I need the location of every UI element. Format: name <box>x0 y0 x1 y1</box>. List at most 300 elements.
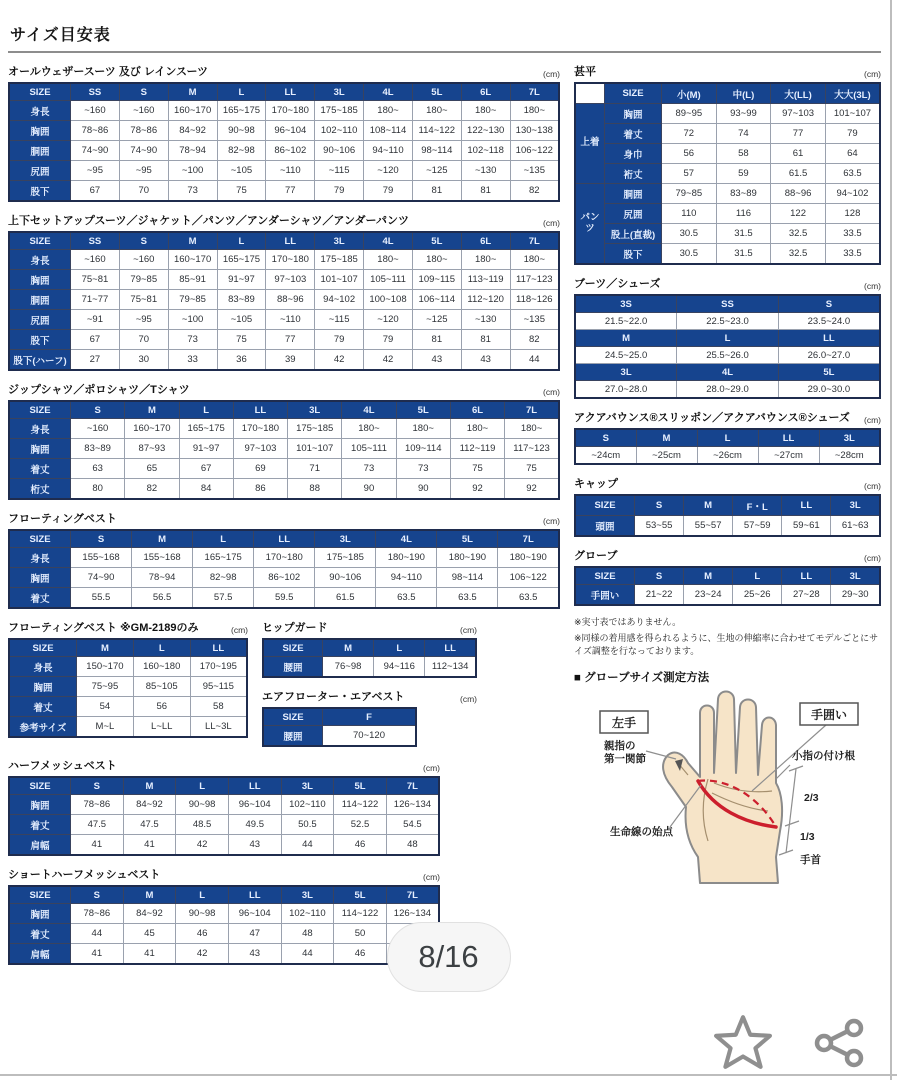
unit-label: (cm) <box>423 872 440 882</box>
table-cell: 39 <box>266 350 315 371</box>
table-cell: 70 <box>119 181 168 202</box>
size-table <box>8 82 560 202</box>
table-cell: 106~122 <box>510 141 559 161</box>
right-column <box>574 63 881 975</box>
column-header: S <box>119 83 168 101</box>
table-cell: 31.5 <box>716 244 771 265</box>
table-cell: 59~61 <box>782 516 831 537</box>
section-floating-vest-gm2189 <box>8 619 248 738</box>
table-cell: 28.0~29.0 <box>677 381 779 399</box>
table-cell: 63.5 <box>437 588 498 609</box>
column-header: 5L <box>437 530 498 548</box>
table-title: 上下セットアップスーツ／ジャケット／パンツ／アンダーシャツ／アンダーパンツ <box>8 215 409 227</box>
table-cell: 86 <box>233 479 287 500</box>
share-icon <box>810 1015 868 1071</box>
table-cell: ~130 <box>461 310 510 330</box>
share-button[interactable] <box>810 1015 868 1076</box>
size-corner-header: SIZE <box>575 495 635 516</box>
section-hip-guard <box>262 619 477 678</box>
size-table <box>8 638 248 738</box>
table-cell: 91~97 <box>217 270 266 290</box>
table-cell: 54 <box>77 697 134 717</box>
table-cell: 84~92 <box>123 904 176 924</box>
row-header: 身長 <box>9 101 71 121</box>
table-cell: 160~170 <box>125 419 179 439</box>
table-cell: 106~114 <box>412 290 461 310</box>
table-cell: 78~86 <box>71 795 124 815</box>
table-cell: 78~94 <box>132 568 193 588</box>
table-cell: 23~24 <box>684 585 733 606</box>
size-table <box>574 82 881 265</box>
table-cell: 108~114 <box>364 121 413 141</box>
table-cell: 41 <box>71 835 124 856</box>
row-header: 身長 <box>9 548 71 568</box>
table-cell: 75 <box>450 459 504 479</box>
column-header: L <box>133 639 190 657</box>
column-header: M <box>125 401 179 419</box>
table-cell: 50.5 <box>281 815 334 835</box>
column-header: 4L <box>677 364 779 381</box>
table-cell: 170~180 <box>233 419 287 439</box>
table-cell: 82 <box>510 330 559 350</box>
section-air-floater <box>262 688 477 747</box>
table-cell: ~120 <box>364 310 413 330</box>
table-cell: 109~115 <box>412 270 461 290</box>
section-glove <box>574 547 881 606</box>
table-cell: ~28cm <box>819 447 880 465</box>
table-cell: 85~105 <box>133 677 190 697</box>
table-cell: 116 <box>716 204 771 224</box>
column-header: 3L <box>831 567 880 585</box>
row-header: 胸囲 <box>9 568 71 588</box>
table-cell: 72 <box>662 124 717 144</box>
column-header: 3L <box>281 777 334 795</box>
table-cell: 79 <box>364 330 413 350</box>
size-corner-header: SIZE <box>9 83 71 101</box>
table-cell: 118~126 <box>510 290 559 310</box>
size-table <box>8 529 560 609</box>
table-cell: 57~59 <box>733 516 782 537</box>
row-header: 肩幅 <box>9 835 71 856</box>
table-cell: 48 <box>281 924 334 944</box>
row-header: 裄丈 <box>605 164 662 184</box>
table-cell: 98~114 <box>412 141 461 161</box>
table-cell: 77 <box>771 124 826 144</box>
column-header: S <box>778 295 880 313</box>
table-cell: 96~104 <box>228 795 281 815</box>
table-cell: 48 <box>386 835 439 856</box>
table-cell: 59.5 <box>254 588 315 609</box>
table-cell: 88~96 <box>266 290 315 310</box>
table-cell: 56 <box>662 144 717 164</box>
table-cell: 180~ <box>412 101 461 121</box>
table-cell: 27~28 <box>782 585 831 606</box>
column-header: 3L <box>819 429 880 447</box>
table-cell: 101~107 <box>288 439 342 459</box>
page-title: サイズ目安表 <box>10 27 111 44</box>
table-cell: 122~130 <box>461 121 510 141</box>
table-cell: ~27cm <box>758 447 819 465</box>
table-cell: 101~107 <box>825 104 880 124</box>
table-cell: 83~89 <box>71 439 125 459</box>
unit-label: (cm) <box>543 218 560 228</box>
table-cell: ~105 <box>217 310 266 330</box>
table-title: エアフローター・エアベスト <box>262 691 405 703</box>
table-cell: 128 <box>825 204 880 224</box>
section-cap <box>574 475 881 537</box>
column-header: 6L <box>461 232 510 250</box>
section-setup-suit <box>8 212 560 371</box>
column-header: M <box>123 886 176 904</box>
row-header: 胴囲 <box>9 290 71 310</box>
row-header: 肩幅 <box>9 944 71 965</box>
column-header: 7L <box>386 886 439 904</box>
table-cell: 88 <box>288 479 342 500</box>
dimension-tick-mid <box>785 821 799 826</box>
column-header: SS <box>677 295 779 313</box>
table-cell: 180~190 <box>376 548 437 568</box>
cap-table <box>574 494 881 537</box>
table-cell: 180~ <box>342 419 396 439</box>
table-cell: 84~92 <box>168 121 217 141</box>
left-column <box>8 63 560 975</box>
row-header: 胸囲 <box>9 904 71 924</box>
table-cell: 64 <box>825 144 880 164</box>
column-header: M <box>132 530 193 548</box>
column-header: L <box>374 639 425 657</box>
column-header: LL <box>266 232 315 250</box>
table-cell: 89~95 <box>662 104 717 124</box>
table-cell: 109~114 <box>396 439 450 459</box>
column-header: LL <box>266 83 315 101</box>
short-half-mesh-vest-table <box>8 885 440 965</box>
table-cell: 78~94 <box>168 141 217 161</box>
table-cell: 81 <box>461 330 510 350</box>
column-header: 5L <box>778 364 880 381</box>
row-header: 股下 <box>9 181 71 202</box>
table-cell: 110 <box>662 204 717 224</box>
group-header: パンツ <box>575 184 605 265</box>
table-cell: 90~98 <box>176 795 229 815</box>
table-cell: 58 <box>190 697 247 717</box>
table-cell: ~135 <box>510 310 559 330</box>
column-header: 7L <box>505 401 559 419</box>
table-cell: 74~90 <box>71 141 120 161</box>
table-cell: 70 <box>119 330 168 350</box>
table-cell: 160~170 <box>168 101 217 121</box>
table-cell: 56.5 <box>132 588 193 609</box>
allweather-table <box>8 82 560 202</box>
table-cell: 90~106 <box>315 141 364 161</box>
table-cell: 43 <box>228 944 281 965</box>
table-cell: ~115 <box>315 161 364 181</box>
column-header: 3L <box>315 530 376 548</box>
table-title: 甚平 <box>574 66 596 78</box>
table-cell: ~160 <box>119 250 168 270</box>
table-cell: 102~110 <box>281 795 334 815</box>
table-cell: 86~102 <box>254 568 315 588</box>
table-title: ジップシャツ／ポロシャツ／Tシャツ <box>8 384 190 396</box>
table-cell: 36 <box>217 350 266 371</box>
unit-label: (cm) <box>864 553 881 563</box>
size-table <box>262 638 477 678</box>
column-header: 中(L) <box>716 83 771 104</box>
row-header: 股下 <box>605 244 662 265</box>
table-cell: 57.5 <box>193 588 254 609</box>
column-header: 4L <box>342 401 396 419</box>
table-cell: LL~3L <box>190 717 247 738</box>
table-cell: 130~138 <box>510 121 559 141</box>
table-cell: 180~ <box>510 250 559 270</box>
size-table <box>8 885 440 965</box>
table-title: ハーフメッシュベスト <box>8 760 117 772</box>
table-cell: 165~175 <box>217 250 266 270</box>
column-header: 5L <box>334 777 387 795</box>
table-cell: 75 <box>217 330 266 350</box>
table-cell: 77 <box>266 330 315 350</box>
column-header: M <box>77 639 134 657</box>
table-cell: 79 <box>315 181 364 202</box>
table-cell: 90~98 <box>176 904 229 924</box>
star-icon <box>712 1013 774 1071</box>
row-header: 着丈 <box>605 124 662 144</box>
table-title: フローティングベスト <box>8 513 117 525</box>
column-header: M <box>168 83 217 101</box>
column-header: M <box>123 777 176 795</box>
table-cell: 69 <box>233 459 287 479</box>
table-cell: ~95 <box>119 310 168 330</box>
table-cell: 180~ <box>412 250 461 270</box>
table-cell: ~105 <box>217 161 266 181</box>
row-header: 頭囲 <box>575 516 635 537</box>
table-cell: 30.5 <box>662 224 717 244</box>
table-cell: 42 <box>364 350 413 371</box>
table-cell: 180~ <box>505 419 559 439</box>
table-cell: ~24cm <box>575 447 636 465</box>
table-cell: 81 <box>412 330 461 350</box>
pinky-base-label: 小指の付け根 <box>792 749 855 762</box>
table-cell: 42 <box>315 350 364 371</box>
size-corner-header: SIZE <box>263 708 323 726</box>
table-cell: 114~122 <box>334 795 387 815</box>
row-header: 尻囲 <box>9 310 71 330</box>
table-cell: 75~81 <box>71 270 120 290</box>
column-header: F・L <box>733 495 782 516</box>
column-header: M <box>684 495 733 516</box>
table-cell: 93~99 <box>716 104 771 124</box>
table-cell: 96~104 <box>266 121 315 141</box>
table-cell: 75~95 <box>77 677 134 697</box>
table-cell: 165~175 <box>217 101 266 121</box>
row-header: 股下(ハーフ) <box>9 350 71 371</box>
column-header: 4L <box>376 530 437 548</box>
table-cell: 98~114 <box>437 568 498 588</box>
size-table <box>8 776 440 856</box>
table-cell: 73 <box>168 181 217 202</box>
table-cell: 47 <box>228 924 281 944</box>
table-cell: ~25cm <box>636 447 697 465</box>
column-header: L <box>677 330 779 347</box>
table-cell: ~110 <box>266 310 315 330</box>
corner-cell <box>575 83 605 104</box>
table-cell: 79~85 <box>662 184 717 204</box>
dimension-line <box>786 769 796 853</box>
column-header: SS <box>71 232 120 250</box>
table-cell: 29~30 <box>831 585 880 606</box>
thumb-joint-label-line1: 親指の <box>604 739 636 752</box>
column-header: S <box>635 567 684 585</box>
column-header: 5L <box>412 232 461 250</box>
table-cell: 83~89 <box>217 290 266 310</box>
table-cell: 55~57 <box>684 516 733 537</box>
table-cell: 55.5 <box>71 588 132 609</box>
table-cell: 44 <box>71 924 124 944</box>
table-cell: 90~106 <box>315 568 376 588</box>
unit-label: (cm) <box>543 69 560 79</box>
column-header: 大(LL) <box>771 83 826 104</box>
table-cell: 180~ <box>510 101 559 121</box>
row-header: 腰囲 <box>263 657 323 678</box>
table-cell: ~95 <box>71 161 120 181</box>
boots-shoes-table <box>574 294 881 399</box>
table-cell: 160~170 <box>168 250 217 270</box>
column-header: 3L <box>288 401 342 419</box>
column-header: LL <box>190 639 247 657</box>
size-corner-header: SIZE <box>9 639 77 657</box>
column-header: LL <box>228 886 281 904</box>
table-cell: 92 <box>505 479 559 500</box>
column-header: 7L <box>498 530 559 548</box>
column-header: L <box>697 429 758 447</box>
unit-label: (cm) <box>864 481 881 491</box>
section-half-mesh-vest <box>8 757 440 856</box>
table-cell: ~26cm <box>697 447 758 465</box>
table-cell: 95~115 <box>190 677 247 697</box>
column-header: LL <box>782 567 831 585</box>
table-cell: 180~190 <box>437 548 498 568</box>
table-cell: 74~90 <box>119 141 168 161</box>
table-cell: 180~ <box>461 250 510 270</box>
section-aqua-bounce <box>574 409 881 465</box>
table-cell: 59 <box>716 164 771 184</box>
table-cell: 82~98 <box>217 141 266 161</box>
table-cell: 27 <box>71 350 120 371</box>
table-cell: 94~110 <box>376 568 437 588</box>
table-cell: ~120 <box>364 161 413 181</box>
table-cell: 57 <box>662 164 717 184</box>
table-cell: 105~111 <box>364 270 413 290</box>
table-cell: 88~96 <box>771 184 826 204</box>
row-header: 胸囲 <box>9 677 77 697</box>
column-header: 3S <box>575 295 677 313</box>
unit-label: (cm) <box>423 763 440 773</box>
table-cell: ~125 <box>412 161 461 181</box>
table-cell: 180~ <box>396 419 450 439</box>
size-table <box>8 231 560 371</box>
table-cell: 33.5 <box>825 224 880 244</box>
favorite-button[interactable] <box>712 1013 774 1076</box>
table-cell: 46 <box>334 835 387 856</box>
row-header: 股下 <box>9 330 71 350</box>
table-cell: 102~110 <box>281 904 334 924</box>
size-table <box>574 294 881 399</box>
row-header: 尻囲 <box>9 161 71 181</box>
table-cell: 32.5 <box>771 244 826 265</box>
column-header: L <box>217 232 266 250</box>
table-cell: 86~102 <box>266 141 315 161</box>
glove-measure-heading: ■ グローブサイズ測定方法 <box>574 671 710 684</box>
unit-label: (cm) <box>864 281 881 291</box>
row-header: 着丈 <box>9 588 71 609</box>
table-cell: 63.5 <box>376 588 437 609</box>
unit-label: (cm) <box>231 625 248 635</box>
table-cell: 47.5 <box>123 815 176 835</box>
size-corner-header: SIZE <box>9 232 71 250</box>
table-cell: 74~90 <box>71 568 132 588</box>
column-header: LL <box>758 429 819 447</box>
table-cell: 29.0~30.0 <box>778 381 880 399</box>
row-header: 身巾 <box>605 144 662 164</box>
section-zip-shirts <box>8 381 560 500</box>
column-header: 4L <box>364 83 413 101</box>
table-cell: ~100 <box>168 161 217 181</box>
table-cell: 175~185 <box>315 250 364 270</box>
table-cell: 97~103 <box>233 439 287 459</box>
left-hand-label: 左手 <box>611 715 637 730</box>
table-cell: 90 <box>396 479 450 500</box>
size-corner-header: SIZE <box>9 401 71 419</box>
column-header: L <box>193 530 254 548</box>
jinbei-table <box>574 82 881 265</box>
table-cell: 114~122 <box>334 904 387 924</box>
table-cell: 70~120 <box>323 726 417 747</box>
table-cell: 44 <box>510 350 559 371</box>
table-cell: 76~98 <box>323 657 374 678</box>
row-header: 身長 <box>9 419 71 439</box>
column-header: 4L <box>364 232 413 250</box>
table-cell: 33 <box>168 350 217 371</box>
floating-vest-gm2189-table <box>8 638 248 738</box>
table-cell: 43 <box>461 350 510 371</box>
table-cell: 85~91 <box>168 270 217 290</box>
column-header: 6L <box>461 83 510 101</box>
table-cell: ~160 <box>71 419 125 439</box>
column-header: 3L <box>315 83 364 101</box>
unit-label: (cm) <box>460 625 477 635</box>
column-header: M <box>684 567 733 585</box>
column-header: 5L <box>412 83 461 101</box>
row-header: 胴囲 <box>605 184 662 204</box>
unit-label: (cm) <box>543 516 560 526</box>
table-title: ブーツ／シューズ <box>574 278 661 290</box>
table-cell: 31.5 <box>716 224 771 244</box>
table-cell: ~130 <box>461 161 510 181</box>
table-cell: 175~185 <box>315 548 376 568</box>
table-cell: 58 <box>716 144 771 164</box>
table-cell: 82 <box>125 479 179 500</box>
table-cell: 91~97 <box>179 439 233 459</box>
table-cell: ~95 <box>119 161 168 181</box>
row-header: 身長 <box>9 657 77 677</box>
table-cell: ~160 <box>119 101 168 121</box>
table-cell: 75 <box>505 459 559 479</box>
table-title: キャップ <box>574 478 618 490</box>
table-cell: 63 <box>71 459 125 479</box>
column-header: LL <box>228 777 281 795</box>
table-cell: 21.5~22.0 <box>575 313 677 330</box>
size-table <box>574 494 881 537</box>
row-header: 参考サイズ <box>9 717 77 738</box>
